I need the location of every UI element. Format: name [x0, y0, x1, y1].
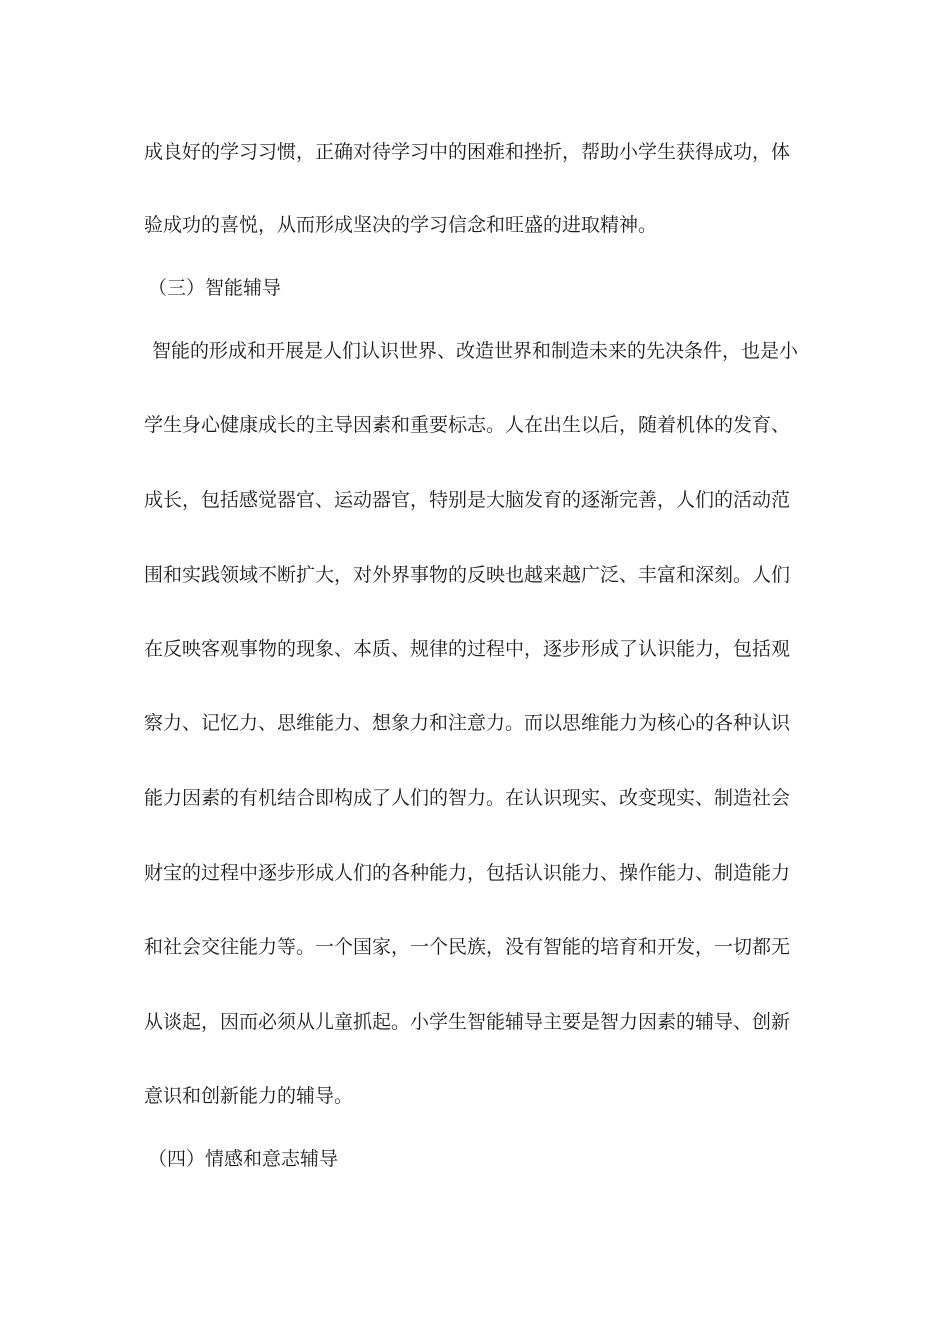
- paragraph-line: 围和实践领域不断扩大，对外界事物的反映也越来越广泛、丰富和深刻。人们: [144, 564, 791, 586]
- paragraph-line: 察力、记忆力、思维能力、想象力和注意力。而以思维能力为核心的各种认识: [144, 712, 791, 734]
- paragraph-line: 成良好的学习习惯，正确对待学习中的困难和挫折，帮助小学生获得成功，体: [144, 141, 791, 163]
- section-heading-intelligence: （三）智能辅导: [148, 277, 282, 299]
- paragraph-line: 和社会交往能力等。一个国家，一个民族，没有智能的培育和开发，一切都无: [144, 936, 791, 958]
- paragraph-line: 从谈起，因而必须从儿童抓起。小学生智能辅导主要是智力因素的辅导、创新: [144, 1011, 791, 1033]
- paragraph-line: 能力因素的有机结合即构成了人们的智力。在认识现实、改变现实、制造社会: [144, 787, 791, 809]
- paragraph-line: 智能的形成和开展是人们认识世界、改造世界和制造未来的先决条件，也是小: [152, 340, 799, 362]
- paragraph-line: 意识和创新能力的辅导。: [144, 1085, 354, 1107]
- section-heading-emotion-will: （四）情感和意志辅导: [148, 1148, 339, 1170]
- paragraph-line: 成长，包括感觉器官、运动器官，特别是大脑发育的逐渐完善，人们的活动范: [144, 489, 791, 511]
- paragraph-line: 在反映客观事物的现象、本质、规律的过程中，逐步形成了认识能力，包括观: [144, 638, 791, 660]
- paragraph-line: 财宝的过程中逐步形成人们的各种能力，包括认识能力、操作能力、制造能力: [144, 862, 791, 884]
- paragraph-line: 验成功的喜悦，从而形成坚决的学习信念和旺盛的进取精神。: [144, 214, 658, 236]
- paragraph-line: 学生身心健康成长的主导因素和重要标志。人在出生以后，随着机体的发育、: [144, 414, 791, 436]
